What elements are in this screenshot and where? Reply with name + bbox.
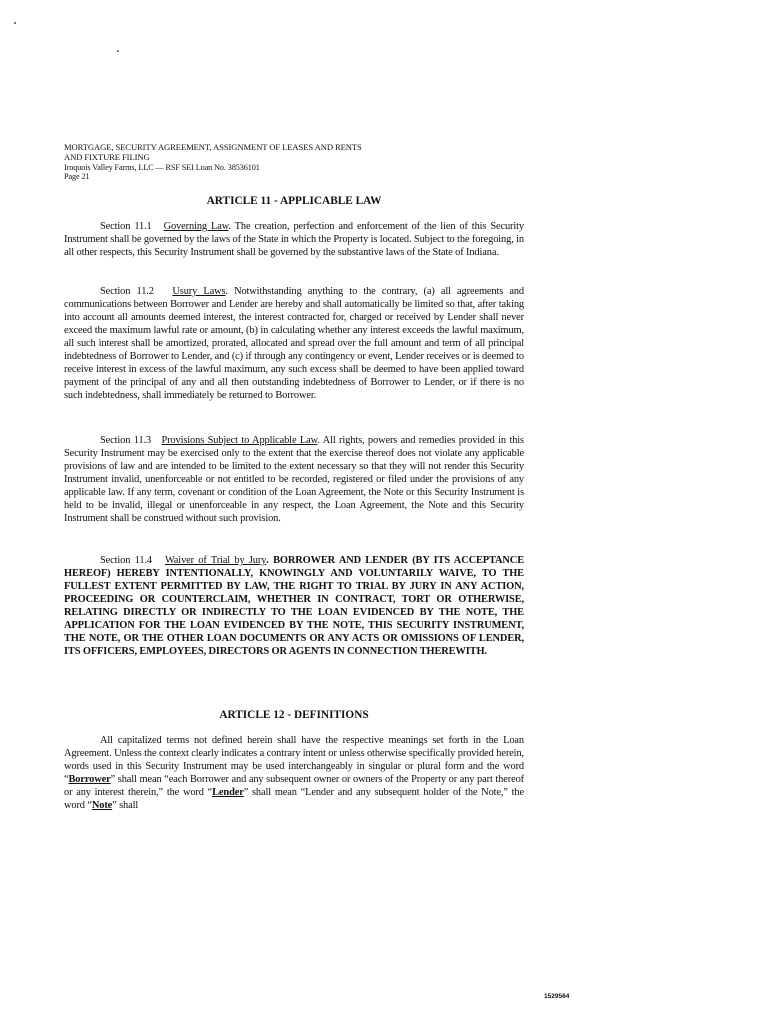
section-number: Section 11.3 bbox=[100, 435, 152, 446]
section-text: . The creation, perfection and enforcement of the lien of this Security Instrument shall be governed by the laws of the State in which the Property is located. Subject to the foregoing, in all other respects, this Security Instrument shall be governed by the substantive laws of the State of Indiana. bbox=[64, 221, 524, 259]
scan-speck bbox=[14, 22, 16, 24]
article-12-paragraph bbox=[64, 734, 524, 812]
definitions-text: ” shall mean “each Borrower and any subsequent owner or owners of the Property or any part thereof or any interest therein,” the word “ bbox=[64, 774, 524, 799]
article-11-title: ARTICLE 11 - APPLICABLE LAW bbox=[206, 195, 382, 207]
header-page-number: Page 21 bbox=[64, 172, 90, 182]
section-11-4 bbox=[64, 554, 524, 658]
section-11-3 bbox=[64, 434, 524, 525]
scan-speck bbox=[117, 50, 119, 52]
header-title-line2: AND FIXTURE FILING bbox=[64, 151, 150, 162]
section-text: . Notwithstanding anything to the contrary, (a) all agreements and communications between Borrower and Lender are hereby and shall automatically be limited so that, after taking into account all amounts deemed interest, the interest contracted for, charged or received by Lender shall never exceed the maximum lawful rate or amount, (b) in calculating whether any interest exceeds the lawful maximum, all such interest shall be amortized, prorated, allocated and spread over the full amount and term of all principal indebtedness of Borrower to Lender, and (c) if through any contingency or event, Lender receives or is deemed to receive interest in excess of the lawful maximum, any such excess shall be deemed to have been applied toward payment of the principal of any and all then outstanding indebtedness of Borrower to Lender, or if there is no such indebtedness, shall immediately be returned to Borrower. bbox=[64, 286, 524, 402]
document-header bbox=[64, 143, 484, 182]
section-number: Section 11.1 bbox=[100, 221, 152, 232]
definitions-text: ” shall mean “Lender and any subsequent holder of the Note,” the word “ bbox=[64, 787, 524, 812]
header-title-line1: MORTGAGE, SECURITY AGREEMENT, ASSIGNMENT OF LEASES AND RENTS bbox=[64, 142, 362, 152]
section-heading: Provisions Subject to Applicable Law bbox=[161, 435, 318, 446]
defined-term-lender: Lender bbox=[212, 787, 244, 799]
section-heading: Waiver of Trial by Jury bbox=[164, 555, 267, 566]
document-number: 1529564 bbox=[544, 993, 570, 1000]
article-12-title: ARTICLE 12 - DEFINITIONS bbox=[219, 709, 369, 721]
section-number: Section 11.4 bbox=[100, 555, 152, 566]
section-heading: Usury Laws bbox=[172, 286, 226, 297]
definitions-text: All capitalized terms not defined herein shall have the respective meanings set forth in the Loan Agreement. Unless the context clearly indicates a contrary intent or unless otherwise specifically provided herein, words used in this Security Instrument may be used interchangeably in singular or plural form and the word “ bbox=[64, 735, 524, 786]
defined-term-borrower: Borrower bbox=[68, 774, 111, 786]
header-loan-line: Iroquois Valley Farms, LLC — RSF SEI Loan No. 38536101 bbox=[64, 162, 260, 172]
section-text: . BORROWER AND LENDER (BY ITS ACCEPTANCE HEREOF) HEREBY INTENTIONALLY, KNOWINGLY AND VOLUNTARILY WAIVE, TO THE FULLEST EXTENT PERMITTED BY LAW, THE RIGHT TO TRIAL BY JURY IN ANY ACTION, PROCEEDING OR COUNTERCLAIM, WHETHER IN CONTRACT, TORT OR OTHERWISE, RELATING DIRECTLY OR INDIRECTLY TO THE LOAN EVIDENCED BY THE NOTE, THE APPLICATION FOR THE LOAN EVIDENCED BY THE NOTE, THIS SECURITY INSTRUMENT, THE NOTE, OR THE OTHER LOAN DOCUMENTS OR ANY ACTS OR OMISSIONS OF LENDER, ITS OFFICERS, EMPLOYEES, DIRECTORS OR AGENTS IN CONNECTION THEREWITH. bbox=[64, 555, 525, 658]
section-11-1 bbox=[64, 220, 524, 259]
defined-term-note: Note bbox=[91, 800, 113, 812]
section-11-2 bbox=[64, 285, 524, 402]
section-number: Section 11.2 bbox=[100, 286, 154, 297]
definitions-text: ” shall bbox=[112, 800, 139, 812]
section-heading: Governing Law bbox=[163, 221, 229, 232]
section-text: . All rights, powers and remedies provided in this Security Instrument may be exercised only to the extent that the exercise thereof does not violate any applicable provisions of law and are intended to be limited to the extent necessary so that they will not render this Security Instrument invalid, unenforceable or not entitled to be recorded, registered or filed under the provisions of any applicable law. If any term, covenant or condition of the Loan Agreement, the Note or this Security Instrument is held to be invalid, illegal or unenforceable in any respect, the Loan Agreement, the Note and this Security Instrument shall be construed without such provision. bbox=[64, 435, 524, 525]
